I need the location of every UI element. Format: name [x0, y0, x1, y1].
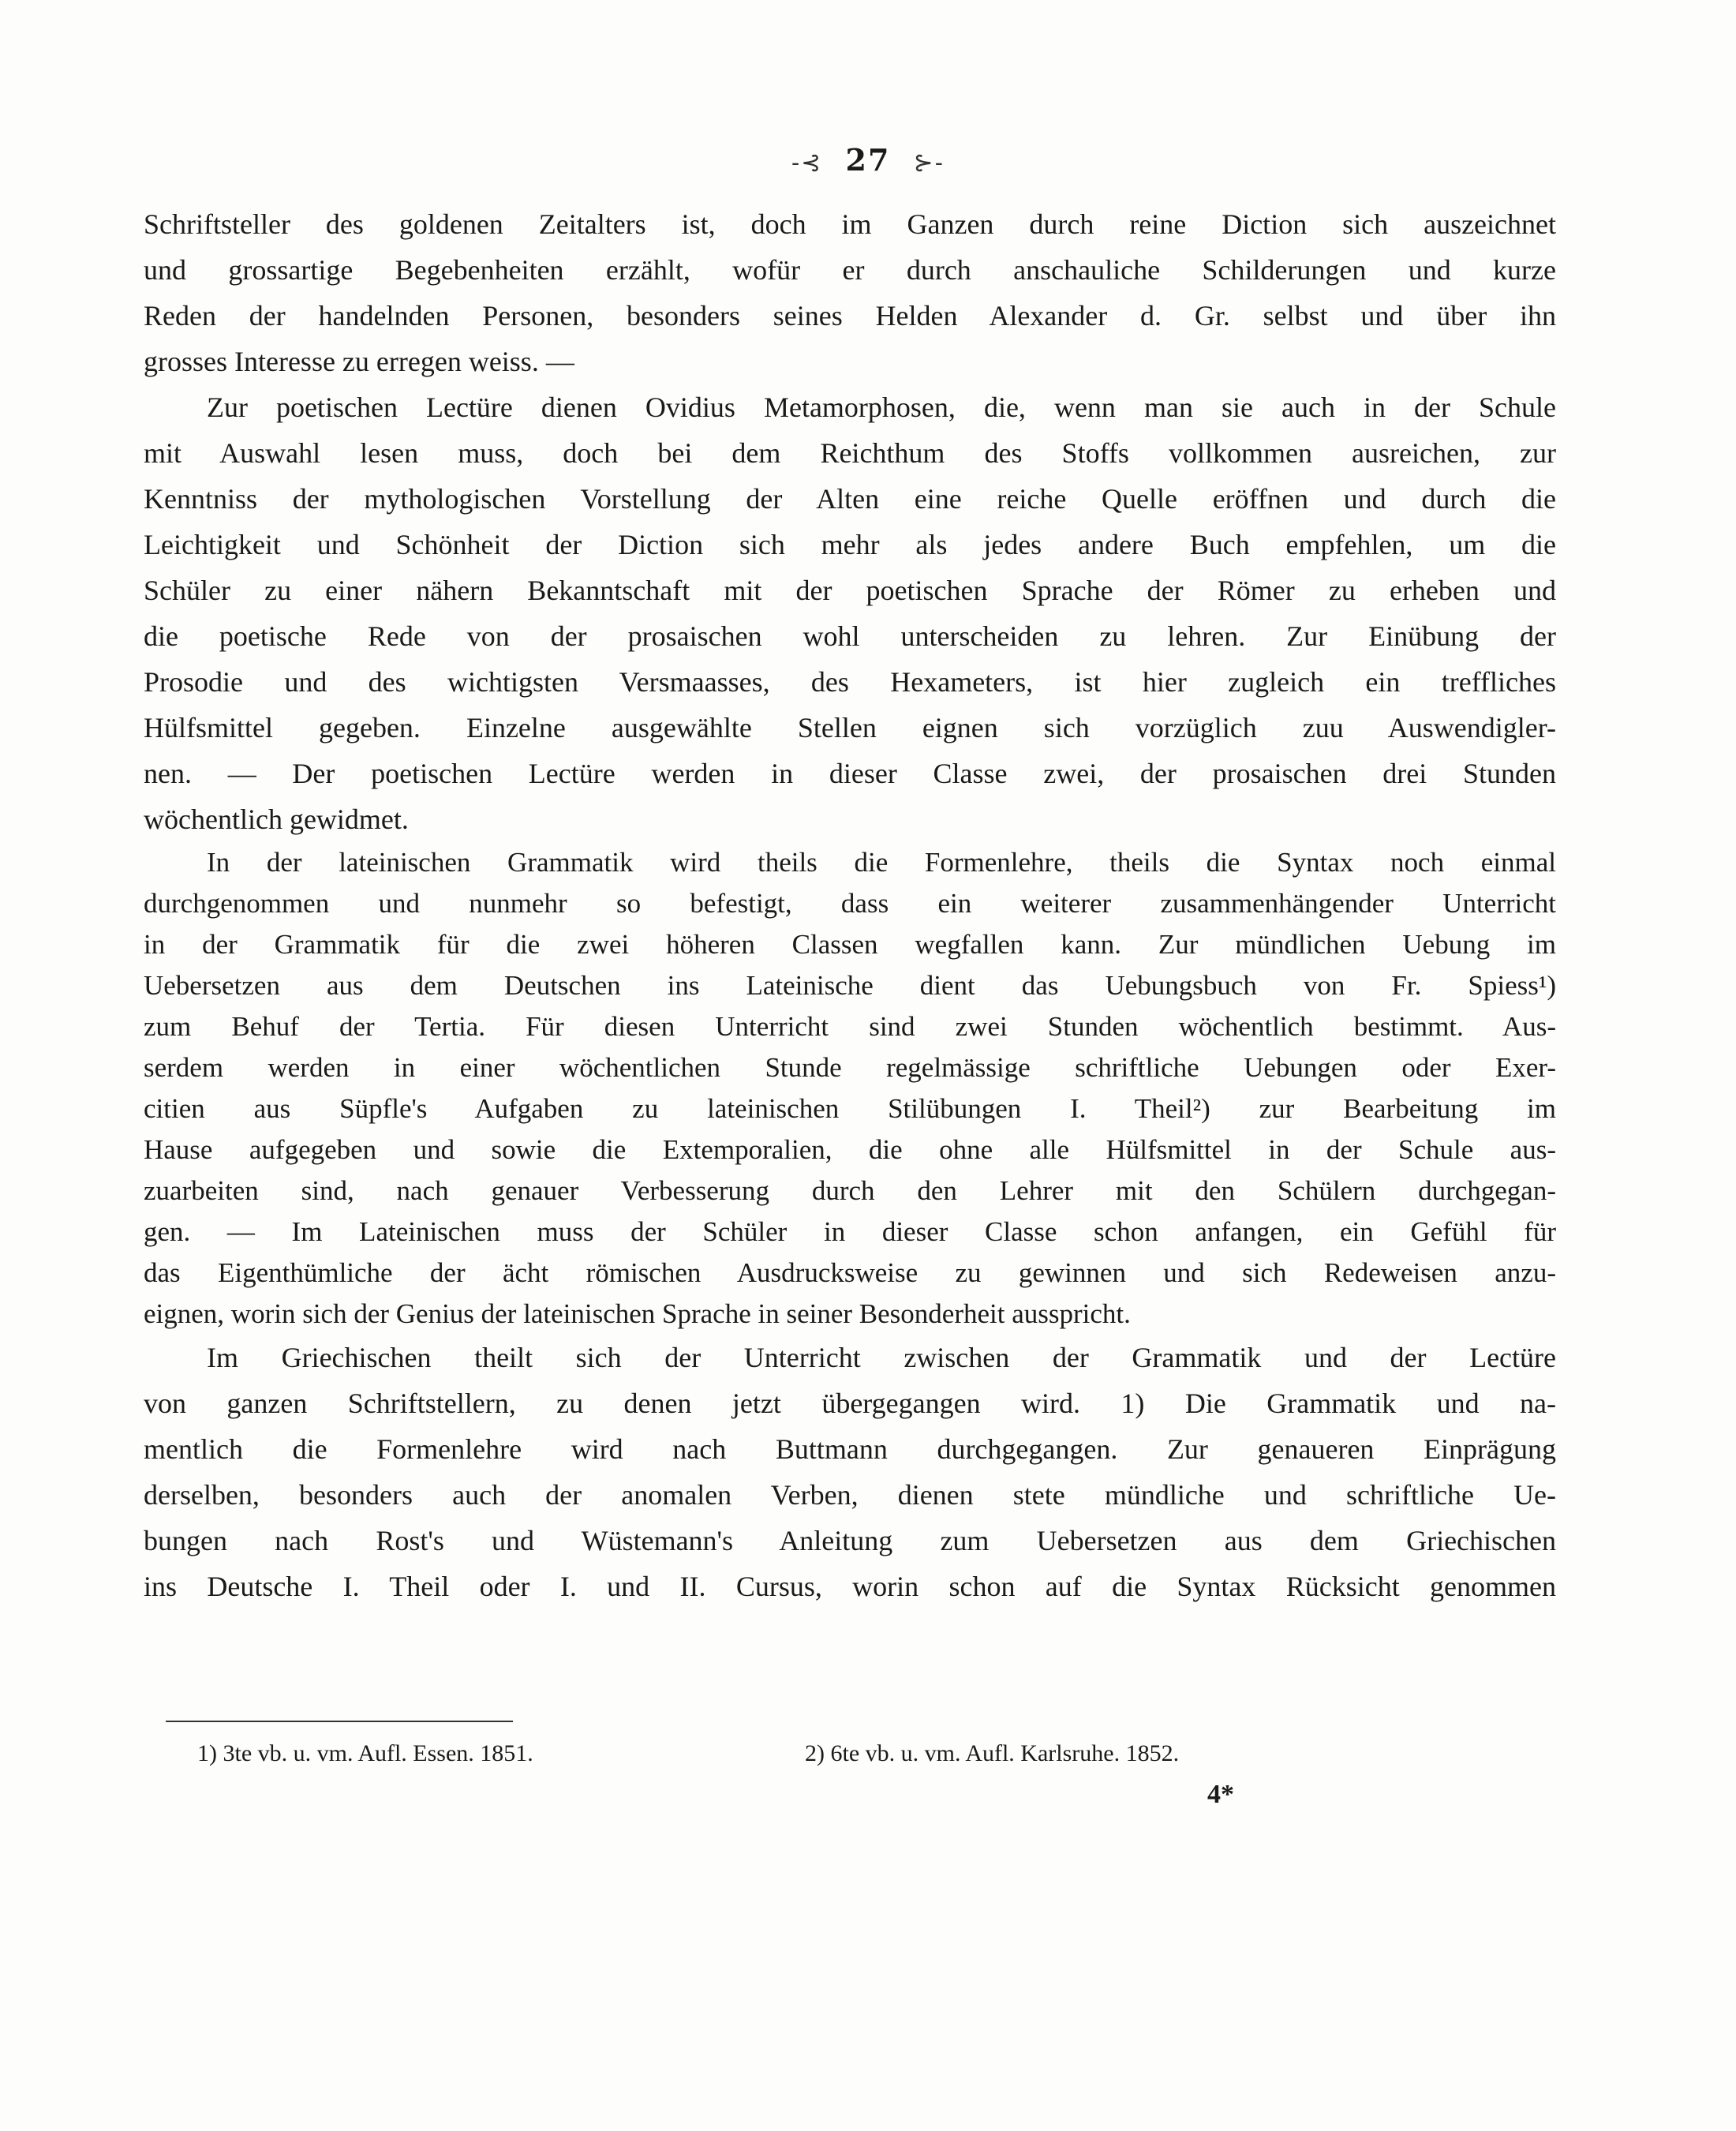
text-line: nen. — Der poetischen Lectüre werden in dieser Classe zwei, der prosaischen drei Stunden: [144, 758, 1556, 789]
text-line: Hause aufgegeben und sowie die Extemporalien, die ohne alle Hülfsmittel in der Schule aus-: [144, 1134, 1556, 1165]
footnote-2: 2) 6te vb. u. vm. Aufl. Karlsruhe. 1852.: [805, 1740, 1180, 1766]
text-line: In der lateinischen Grammatik wird theils die Formenlehre, theils die Syntax noch einmal: [207, 847, 1556, 878]
text-line: Schriftsteller des goldenen Zeitalters ist, doch im Ganzen durch reine Diction sich auszeichnet: [144, 208, 1556, 240]
text-line: von ganzen Schriftstellern, zu denen jetzt übergegangen wird. 1) Die Grammatik und na-: [144, 1388, 1556, 1419]
text-line: Zur poetischen Lectüre dienen Ovidius Metamorphosen, die, wenn man sie auch in der Schule: [207, 391, 1556, 423]
text-line: durchgenommen und nunmehr so befestigt, dass ein weiterer zusammenhängender Unterricht: [144, 888, 1556, 919]
footnote-1: 1) 3te vb. u. vm. Aufl. Essen. 1851.: [197, 1740, 533, 1766]
body-text: [144, 201, 1556, 1609]
text-line: Im Griechischen theilt sich der Unterricht zwischen der Grammatik und der Lectüre: [207, 1342, 1556, 1373]
text-line: die poetische Rede von der prosaischen wohl unterscheiden zu lehren. Zur Einübung der: [144, 620, 1556, 652]
paragraph-4: [144, 1335, 1556, 1609]
text-line: Hülfsmittel gegeben. Einzelne ausgewählte Stellen eignen sich vorzüglich zuu Auswendigler-: [144, 712, 1556, 743]
text-line: bungen nach Rost's und Wüstemann's Anleitung zum Uebersetzen aus dem Griechischen: [144, 1525, 1556, 1556]
text-line: Schüler zu einer nähern Bekanntschaft mit der poetischen Sprache der Römer zu erheben und: [144, 575, 1556, 606]
page-header: [0, 142, 1736, 178]
paragraph-3: [144, 842, 1556, 1335]
text-line: in der Grammatik für die zwei höheren Classen wegfallen kann. Zur mündlichen Uebung im: [144, 929, 1556, 960]
text-line: zum Behuf der Tertia. Für diesen Unterricht sind zwei Stunden wöchentlich bestimmt. Aus-: [144, 1011, 1556, 1042]
text-line: eignen, worin sich der Genius der lateinischen Sprache in seiner Besonderheit ausspricht.: [144, 1298, 1131, 1329]
ornament-left: -⊰: [791, 149, 823, 177]
paragraph-2: [144, 384, 1556, 842]
text-line: derselben, besonders auch der anomalen Verben, dienen stete mündliche und schriftliche Ue-: [144, 1479, 1556, 1511]
text-line: grosses Interesse zu erregen weiss. —: [144, 346, 574, 377]
text-line: wöchentlich gewidmet.: [144, 803, 409, 835]
text-line: und grossartige Begebenheiten erzählt, wofür er durch anschauliche Schilderungen und kurze: [144, 254, 1556, 286]
footnote-rule: [166, 1721, 513, 1722]
text-line: citien aus Süpfle's Aufgaben zu lateinischen Stilübungen I. Theil²) zur Bearbeitung im: [144, 1093, 1556, 1124]
text-line: Kenntniss der mythologischen Vorstellung der Alten eine reiche Quelle eröffnen und durch die: [144, 483, 1556, 515]
text-line: Uebersetzen aus dem Deutschen ins Lateinische dient das Uebungsbuch von Fr. Spiess¹): [144, 970, 1556, 1001]
paragraph-1: [144, 201, 1556, 384]
page-number: 27: [845, 142, 891, 178]
text-line: gen. — Im Lateinischen muss der Schüler in dieser Classe schon anfangen, ein Gefühl für: [144, 1216, 1556, 1247]
text-line: Reden der handelnden Personen, besonders seines Helden Alexander d. Gr. selbst und über ihn: [144, 300, 1556, 331]
text-line: das Eigenthümliche der ächt römischen Ausdrucksweise zu gewinnen und sich Redeweisen anzu-: [144, 1257, 1556, 1288]
text-line: mentlich die Formenlehre wird nach Buttmann durchgegangen. Zur genaueren Einprägung: [144, 1433, 1556, 1465]
text-line: serdem werden in einer wöchentlichen Stunde regelmässige schriftliche Uebungen oder Exer-: [144, 1052, 1556, 1083]
ornament-right: ⊱-: [913, 149, 945, 177]
text-line: zuarbeiten sind, nach genauer Verbesserung durch den Lehrer mit den Schülern durchgegan-: [144, 1175, 1556, 1206]
text-line: Leichtigkeit und Schönheit der Diction sich mehr als jedes andere Buch empfehlen, um die: [144, 529, 1556, 560]
signature-mark: 4*: [1207, 1780, 1234, 1809]
text-line: mit Auswahl lesen muss, doch bei dem Reichthum des Stoffs vollkommen ausreichen, zur: [144, 437, 1556, 469]
text-line: Prosodie und des wichtigsten Versmaasses, des Hexameters, ist hier zugleich ein treffliches: [144, 666, 1556, 698]
text-line: ins Deutsche I. Theil oder I. und II. Cursus, worin schon auf die Syntax Rücksicht genommen: [144, 1571, 1556, 1602]
